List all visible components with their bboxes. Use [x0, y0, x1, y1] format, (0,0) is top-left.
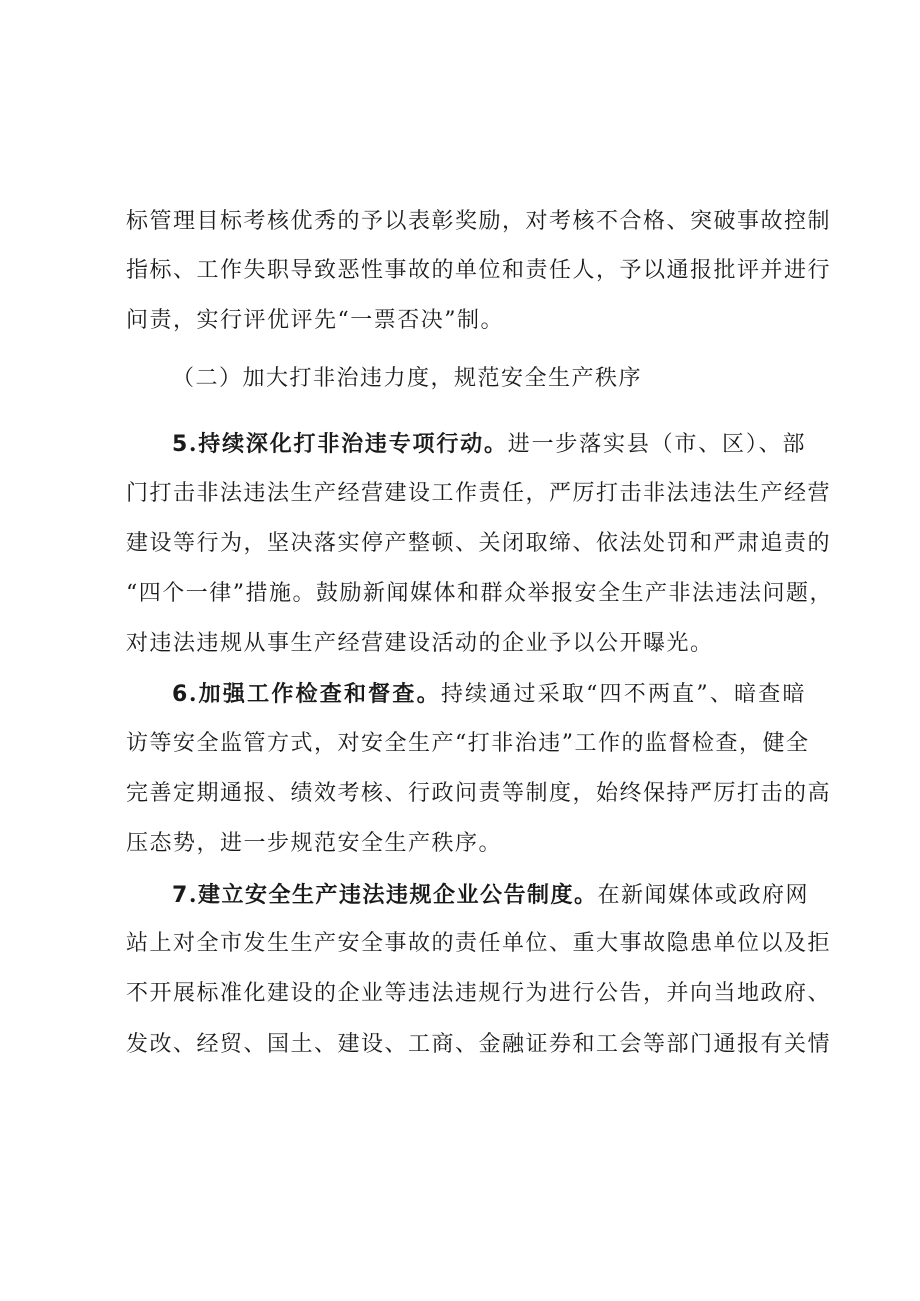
item6-number: 6 — [172, 682, 189, 707]
section-heading: （二）加大打非治违力度，规范安全生产秩序 — [172, 366, 643, 391]
item7-line-1-rest: 在新闻媒体或政府网 — [597, 883, 809, 908]
item5-line-5: 对违法违规从事生产经营建设活动的企业予以公开曝光。 — [126, 631, 714, 656]
item5-line-2: 门打击非法违法生产经营建设工作责任，严厉打击非法违法生产经营 — [126, 481, 832, 506]
item5-number: 5 — [172, 432, 189, 457]
item7-line-4: 发改、经贸、国土、建设、工商、金融证券和工会等部门通报有关情 — [126, 1032, 832, 1057]
item6-line-2: 访等安全监管方式，对安全生产“打非治违”工作的监督检查，健全 — [126, 731, 810, 756]
item6-title: .加强工作检查和督查。 — [188, 681, 441, 707]
paragraph-intro-line-2: 指标、工作失职导致恶性事故的单位和责任人，予以通报批评并进行 — [126, 258, 832, 283]
item6-line-4: 压态势，进一步规范安全生产秩序。 — [126, 831, 503, 856]
item5-line-1-rest: 进一步落实县（市、区）、部 — [507, 432, 806, 457]
item5-line-1 — [172, 429, 806, 460]
paragraph-intro-line-3: 问责，实行评优评先“一票否决”制。 — [126, 308, 504, 333]
item7-number: 7 — [172, 883, 189, 908]
item5-line-4: “四个一律”措施。鼓励新闻媒体和群众举报安全生产非法违法问题， — [126, 581, 833, 606]
item6-line-1-rest: 持续通过采取“四不两直”、暗查暗 — [440, 682, 806, 707]
item5-line-3: 建设等行为，坚决落实停产整顿、关闭取缔、依法处罚和严肃追责的 — [126, 531, 832, 556]
item7-line-3: 不开展标准化建设的企业等违法违规行为进行公告，并向当地政府、 — [126, 981, 832, 1006]
item5-title: .持续深化打非治违专项行动。 — [188, 431, 508, 457]
item7-line-2: 站上对全市发生生产安全事故的责任单位、重大事故隐患单位以及拒 — [126, 931, 832, 956]
item6-line-1 — [172, 679, 806, 710]
paragraph-intro-line-1: 标管理目标考核优秀的予以表彰奖励，对考核不合格、突破事故控制 — [126, 209, 832, 234]
item6-line-3: 完善定期通报、绩效考核、行政问责等制度，始终保持严厉打击的高 — [126, 781, 832, 806]
item7-title: .建立安全生产违法违规企业公告制度。 — [188, 882, 598, 908]
item7-line-1 — [172, 880, 809, 911]
